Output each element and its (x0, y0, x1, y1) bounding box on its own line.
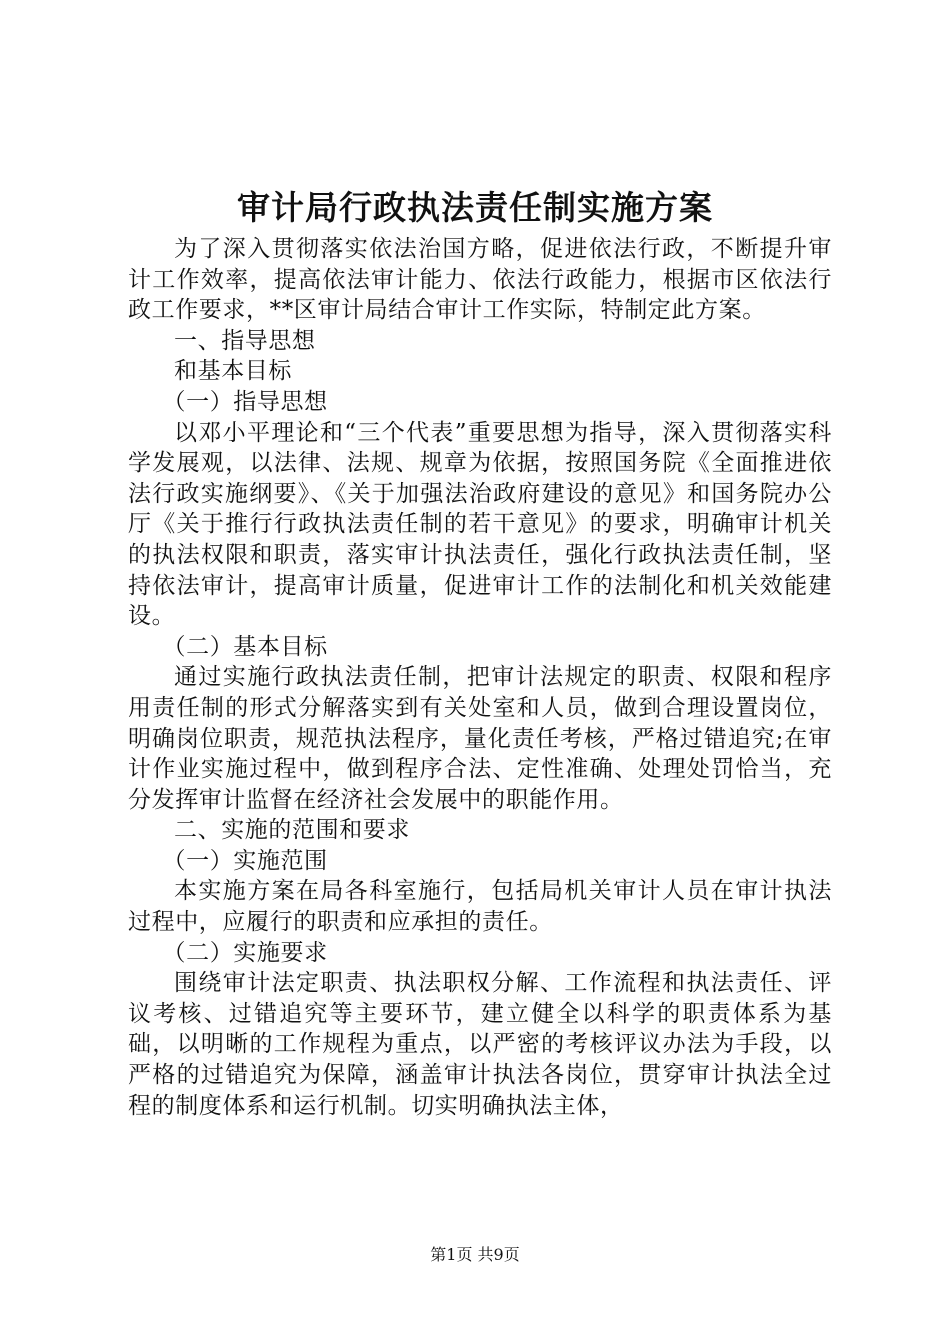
paragraph-guiding: 以邓小平理论和“三个代表”重要思想为指导，深入贯彻落实科学发展观，以法律、法规、规章为依据，按照国务院《全面推进依法行政实施纲要》、《关于加强法治政府建设的意见》和国务院办公厅《关于推行行政执法责任制的若干意见》的要求，明确审计机关的执法权限和职责，落实审计执法责任，强化行政执法责任制，坚持依法审计，提高审计质量，促进审计工作的法制化和机关效能建设。 (128, 419, 832, 630)
heading-section-2: 二、实施的范围和要求 (174, 817, 410, 844)
paragraph-scope: 本实施方案在局各科室施行，包括局机关审计人员在审计执法过程中，应履行的职责和应承担的责任。 (128, 878, 832, 936)
document-body (128, 234, 832, 1121)
document-title: 审计局行政执法责任制实施方案 (237, 188, 713, 227)
heading-section-1: 一、指导思想 (174, 327, 316, 354)
paragraph-goals: 通过实施行政执法责任制，把审计法规定的职责、权限和程序用责任制的形式分解落实到有关处室和人员，做到合理设置岗位，明确岗位职责，规范执法程序，量化责任考核，严格过错追究;在审计作业实施过程中，做到程序合法、定性准确、处理处罚恰当，充分发挥审计监督在经济社会发展中的职能作用。 (128, 664, 832, 813)
subheading-goals: （二）基本目标 (162, 633, 328, 660)
subheading-requirements: （二）实施要求 (162, 939, 328, 966)
paragraph-requirements: 围绕审计法定职责、执法职权分解、工作流程和执法责任、评议考核、过错追究等主要环节，建立健全以科学的职责体系为基础，以明晰的工作规程为重点，以严密的考核评议办法为手段，以严格的过错追究为保障，涵盖审计执法各岗位，贯穿审计执法全过程的制度体系和运行机制。切实明确执法主体， (128, 970, 832, 1119)
subheading-guiding: （一）指导思想 (162, 388, 328, 415)
heading-section-1-cont: 和基本目标 (174, 358, 292, 385)
paragraph-intro: 为了深入贯彻落实依法治国方略，促进依法行政，不断提升审计工作效率，提高依法审计能力、依法行政能力，根据市区依法行政工作要求，**区审计局结合审计工作实际，特制定此方案。 (128, 236, 832, 324)
page-number: 第1页 共9页 (430, 1245, 520, 1264)
subheading-scope: （一）实施范围 (162, 847, 328, 874)
